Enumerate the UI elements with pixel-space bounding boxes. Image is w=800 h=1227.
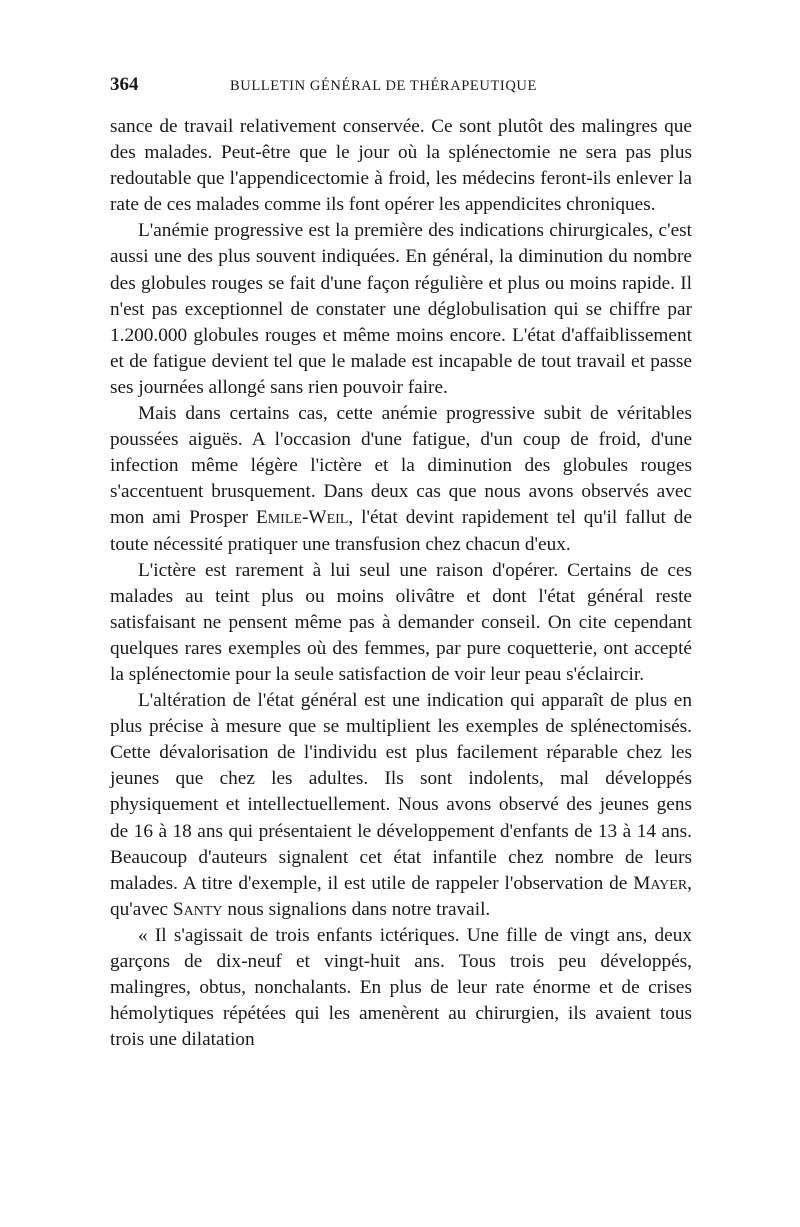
running-header (110, 74, 692, 104)
paragraph-3 (110, 401, 692, 558)
paragraph-3-text-b: , l'état devint rapidement tel qu'il fallut de toute nécessité pratiquer une transfusion chez chacun d'eux. (110, 507, 693, 555)
paragraph-1: sance de travail relativement conservée. Ce sont plutôt des malingres que des malades. Peut-être que le jour où la splénectomie ne sera pas plus redoutable que l'appendicectomie à froid, les médecins feront-ils enlever la rate de ces malades comme ils font opérer les appendicites chroniques. (110, 116, 692, 216)
paragraph-2: L'anémie progressive est la première des indications chirurgicales, c'est aussi une des plus souvent indiquées. En général, la diminution du nombre des globules rouges se fait d'une façon régulière et plus ou moins rapide. Il n'est pas exceptionnel de constater une déglobulisation qui se chiffre par 1.200.000 globules rouges et même moins encore. L'état d'affaiblissement et de fatigue devient tel que le malade est incapable de tout travail et passe ses journées allongé sans rien pouvoir faire. (110, 220, 692, 398)
author-name-emile-weil: Emile-Weil (255, 507, 349, 529)
paragraph-5-text-a: L'altération de l'état général est une indication qui apparaît de plus en plus précise à mesure que se multiplient les exemples de splénectomisés. Cette dévalorisation de l'individu est plus facilement réparable chez les jeunes que chez les adultes. Ils sont indolents, mal développés physiquement et intellectuellement. Nous avons observé des jeunes gens de 16 à 18 ans qui présentaient le développement d'enfants de 13 à 14 ans. Beaucoup d'auteurs signalent cet état infantile chez nombre de leurs malades. A titre d'exemple, il est utile de rappeler l'observation de (110, 690, 692, 894)
paragraph-3-text-a: Mais dans certains cas, cette anémie progressive subit de véritables poussées aiguës. A l'occasion d'une fatigue, d'un coup de froid, d'une infection même légère l'ictère et la diminution des globules rouges s'accentuent brusquement. Dans deux cas que nous avons observés avec mon ami Prosper (110, 403, 692, 529)
document-page (110, 74, 692, 1053)
author-name-mayer: Mayer (633, 872, 688, 894)
body-text (110, 114, 692, 1053)
page-number: 364 (110, 74, 139, 95)
paragraph-4: L'ictère est rarement à lui seul une raison d'opérer. Certains de ces malades au teint plus ou moins olivâtre et dont l'état général reste satisfaisant ne pensent même pas à demander conseil. On cite cependant quelques rares exemples où des femmes, par pure coquetterie, ont accepté la splénectomie pour la seule satisfaction de voir leur peau s'éclaircir. (110, 559, 692, 685)
journal-title: BULLETIN GÉNÉRAL DE THÉRAPEUTIQUE (230, 78, 537, 94)
author-name-santy: Santy (172, 898, 223, 920)
paragraph-6-quotation: « Il s'agissait de trois enfants ictériques. Une fille de vingt ans, deux garçons de dix-neuf et vingt-huit ans. Tous trois peu développés, malingres, obtus, nonchalants. En plus de leur rate énorme et de crises hémolytiques répétées qui les amenèrent au chirurgien, ils avaient tous trois une dilatation (110, 924, 692, 1051)
paragraph-5-text-c: nous signalions dans notre travail. (222, 898, 491, 920)
paragraph-5 (110, 688, 692, 923)
paragraph-5-text-b: , qu'avec (110, 872, 692, 920)
